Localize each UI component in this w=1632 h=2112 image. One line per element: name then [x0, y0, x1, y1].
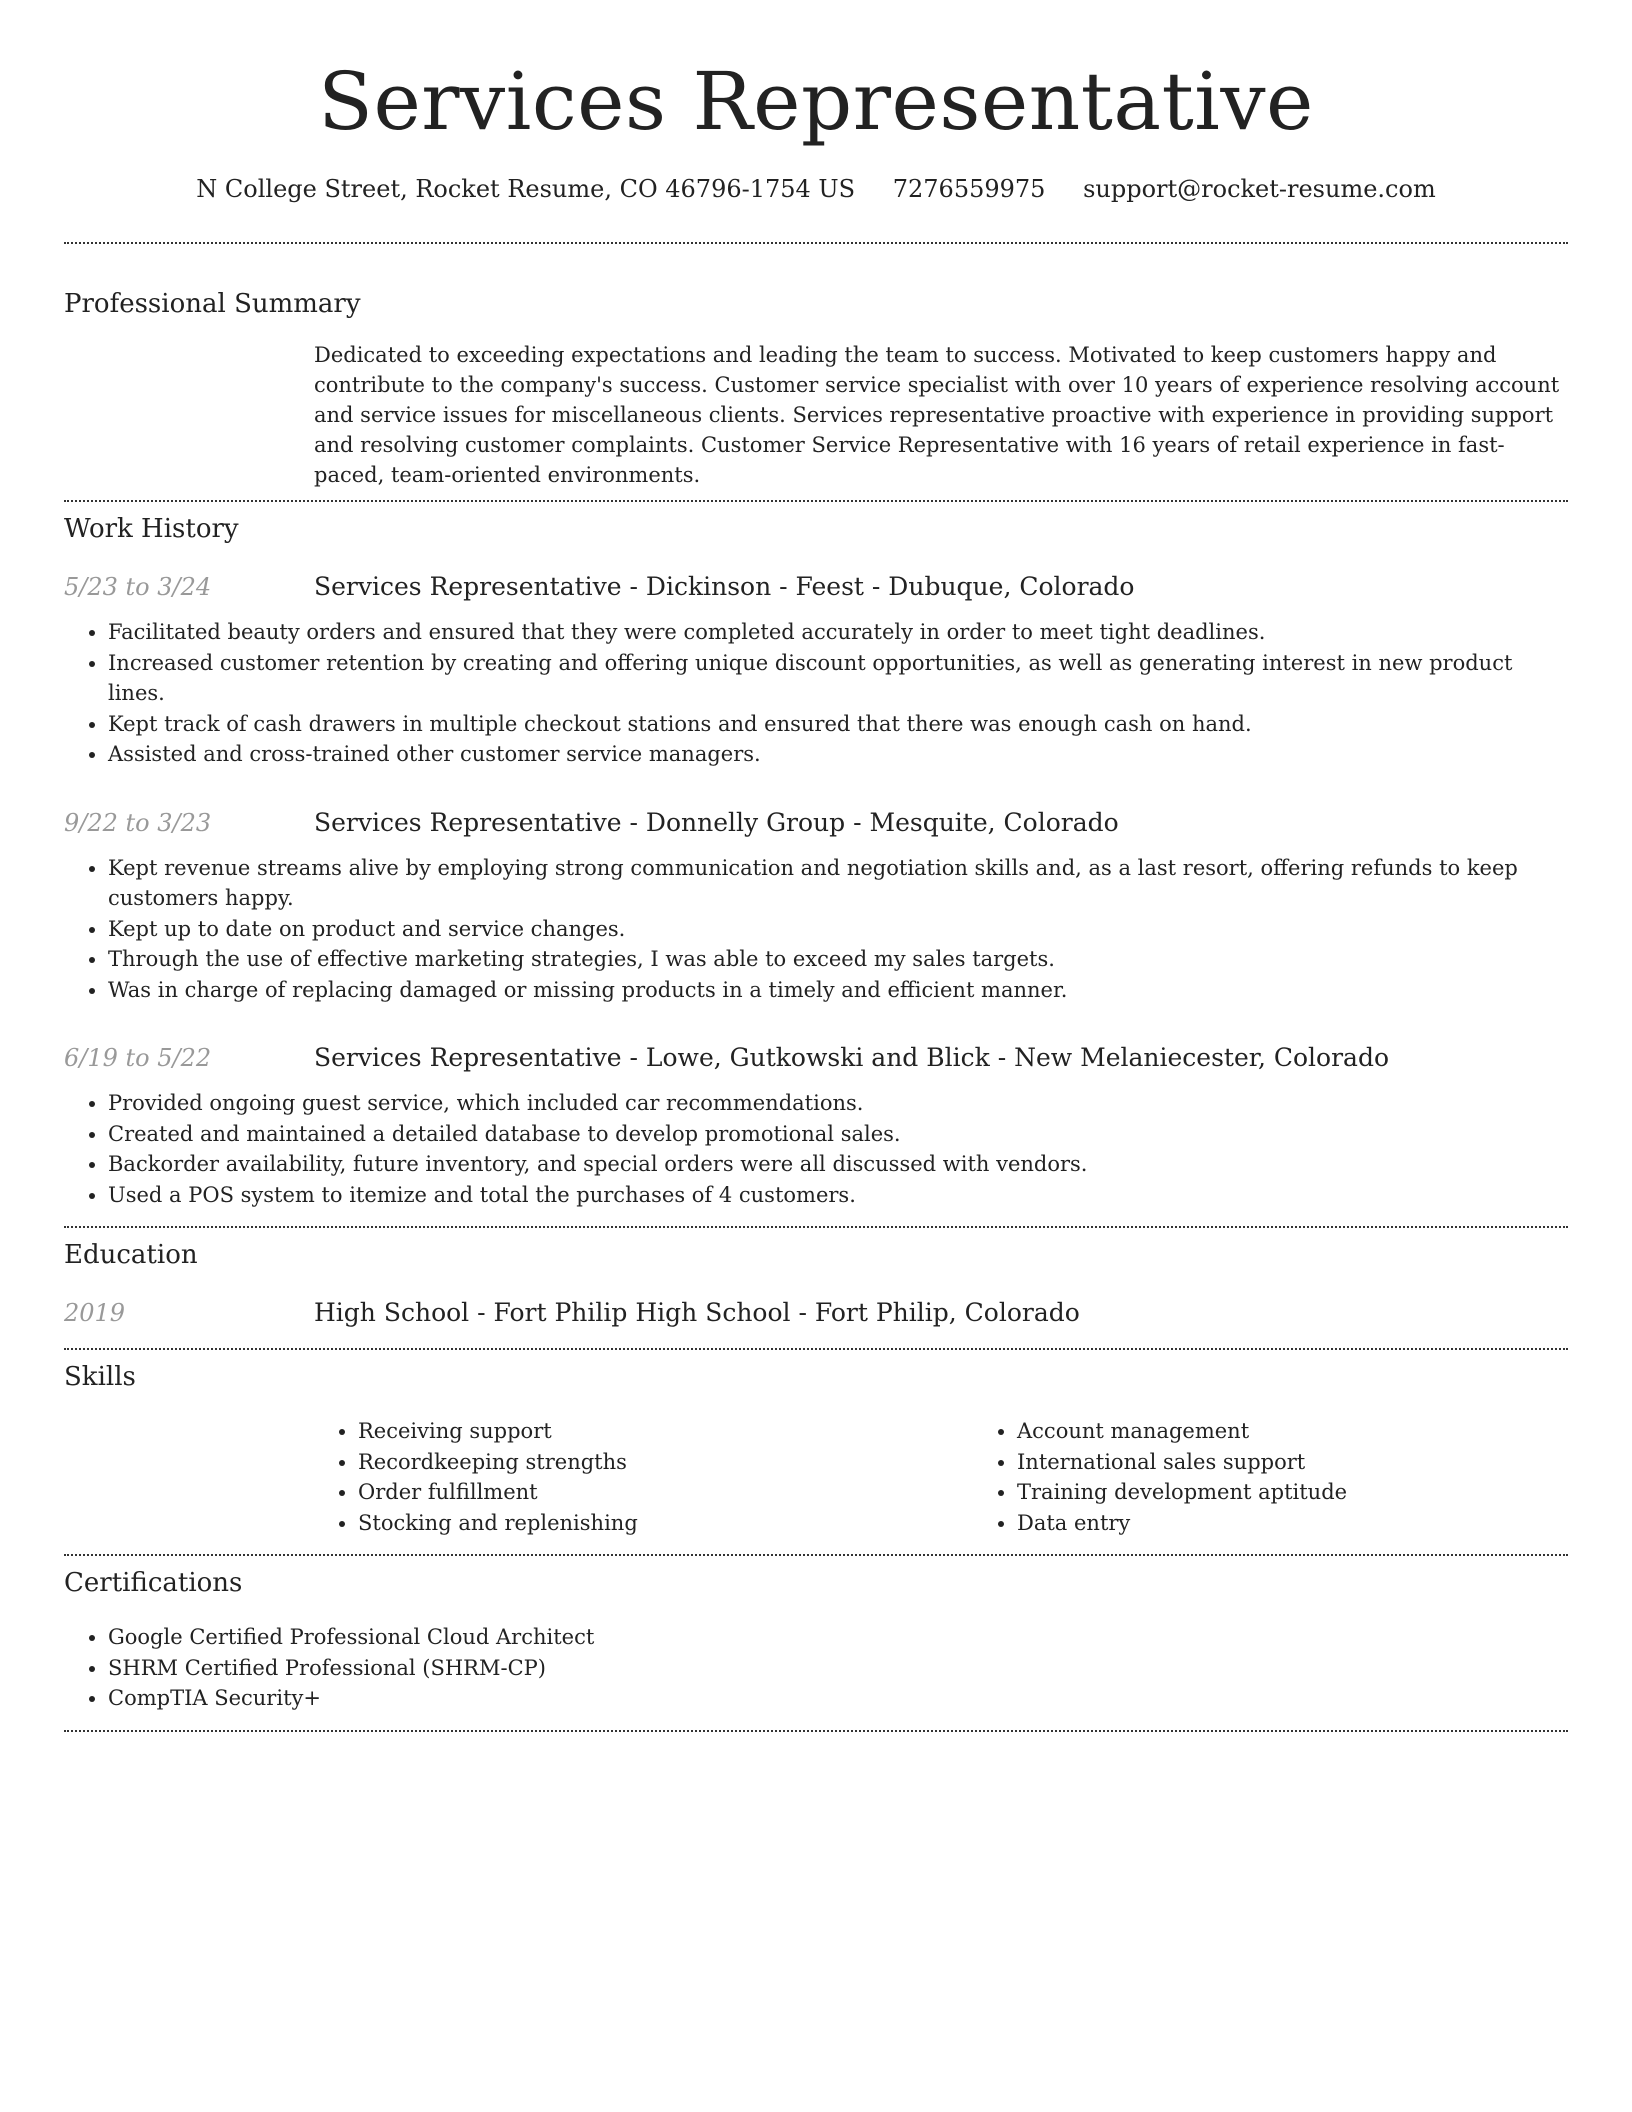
job-bullet: • Provided ongoing guest service, which included car recommendations. — [108, 1088, 1568, 1119]
skill-item: • Data entry — [1017, 1508, 1632, 1539]
certifications-section — [64, 1566, 1568, 1714]
job-bullet: • Used a POS system to itemize and total the purchases of 4 customers. — [108, 1180, 1568, 1211]
job-dates: 5/23 to 3/24 — [64, 573, 212, 601]
job-bullet: • Kept up to date on product and service changes. — [108, 914, 1568, 945]
job-bullet: • Kept revenue streams alive by employing strong communication and negotiation skills and, as a last resort, offering refunds to keep customers happy. — [108, 853, 1568, 914]
divider — [64, 1554, 1568, 1556]
job-heading: Services Representative - Dickinson - Feest - Dubuque, Colorado — [314, 572, 1135, 601]
job-entry — [64, 806, 1568, 1006]
job-bullet: • Was in charge of replacing damaged or missing products in a timely and efficient manner. — [108, 975, 1568, 1006]
skills-columns — [314, 1416, 1568, 1538]
skills-list-right — [973, 1416, 1632, 1538]
job-bullet: • Kept track of cash drawers in multiple checkout stations and ensured that there was enough cash on hand. — [108, 709, 1568, 740]
divider — [64, 242, 1568, 244]
section-title-certifications: Certifications — [64, 1568, 243, 1598]
education-heading: High School - Fort Philip High School - Fort Philip, Colorado — [314, 1298, 1080, 1327]
divider — [64, 1226, 1568, 1228]
job-heading: Services Representative - Lowe, Gutkowski and Blick - New Melaniecester, Colorado — [314, 1043, 1389, 1072]
job-entry — [64, 570, 1568, 770]
job-bullet: • Facilitated beauty orders and ensured that they were completed accurately in order to meet tight deadlines. — [108, 617, 1568, 648]
skill-item: • Training development aptitude — [1017, 1477, 1632, 1508]
section-title-work-history: Work History — [64, 514, 239, 544]
job-bullet: • Backorder availability, future inventory, and special orders were all discussed with vendors. — [108, 1149, 1568, 1180]
skill-item: • Account management — [1017, 1416, 1632, 1447]
job-bullets — [64, 1088, 1568, 1210]
summary-text: Dedicated to exceeding expectations and leading the team to success. Motivated to keep customers happy and contribute to the company's success. Customer service specialist with over 10 years of experience resolving account and service issues for miscellaneous clients. Services representative proactive with experience in providing support and resolving customer complaints. Customer Service Representative with 16 years of retail experience in fast-paced, team-oriented environments. — [314, 343, 1560, 487]
job-bullets — [64, 617, 1568, 770]
certifications-list — [64, 1622, 1568, 1714]
skills-list-left — [314, 1416, 973, 1538]
section-title-skills: Skills — [64, 1362, 136, 1392]
education-year: 2019 — [64, 1299, 126, 1327]
skill-item: • Recordkeeping strengths — [358, 1447, 973, 1478]
skill-item: • International sales support — [1017, 1447, 1632, 1478]
work-history-section — [64, 512, 1568, 1210]
job-bullet: • Through the use of effective marketing strategies, I was able to exceed my sales targets. — [108, 944, 1568, 975]
contact-email: support@rocket-resume.com — [1083, 175, 1436, 203]
skill-item: • Receiving support — [358, 1416, 973, 1447]
section-title-education: Education — [64, 1240, 198, 1270]
skills-section — [64, 1360, 1568, 1538]
job-dates: 9/22 to 3/23 — [64, 808, 212, 837]
divider — [64, 500, 1568, 502]
job-bullets — [64, 853, 1568, 1006]
divider — [64, 1730, 1568, 1732]
education-section — [64, 1238, 1568, 1330]
certification-item: • CompTIA Security+ — [108, 1683, 1568, 1714]
contact-phone: 7276559975 — [892, 175, 1046, 203]
summary-section — [64, 287, 1568, 490]
job-heading: Services Representative - Donnelly Group - Mesquite, Colorado — [314, 807, 1119, 837]
job-entry — [64, 1041, 1568, 1210]
contact-address: N College Street, Rocket Resume, CO 46796-1754 US — [196, 175, 856, 203]
contact-line — [64, 172, 1568, 206]
section-title-summary: Professional Summary — [64, 289, 361, 319]
job-dates: 6/19 to 5/22 — [64, 1044, 212, 1072]
job-bullet: • Created and maintained a detailed database to develop promotional sales. — [108, 1119, 1568, 1150]
candidate-name: Services Representative — [318, 55, 1314, 148]
skill-item: • Order fulfillment — [358, 1477, 973, 1508]
education-entry — [64, 1296, 1568, 1330]
certification-item: • SHRM Certified Professional (SHRM-CP) — [108, 1653, 1568, 1684]
resume-page — [64, 0, 1568, 1732]
job-bullet: • Assisted and cross-trained other customer service managers. — [108, 739, 1568, 770]
skill-item: • Stocking and replenishing — [358, 1508, 973, 1539]
certification-item: • Google Certified Professional Cloud Architect — [108, 1622, 1568, 1653]
job-bullet: • Increased customer retention by creating and offering unique discount opportunities, as well as generating interest in new product lines. — [108, 648, 1568, 709]
divider — [64, 1348, 1568, 1350]
